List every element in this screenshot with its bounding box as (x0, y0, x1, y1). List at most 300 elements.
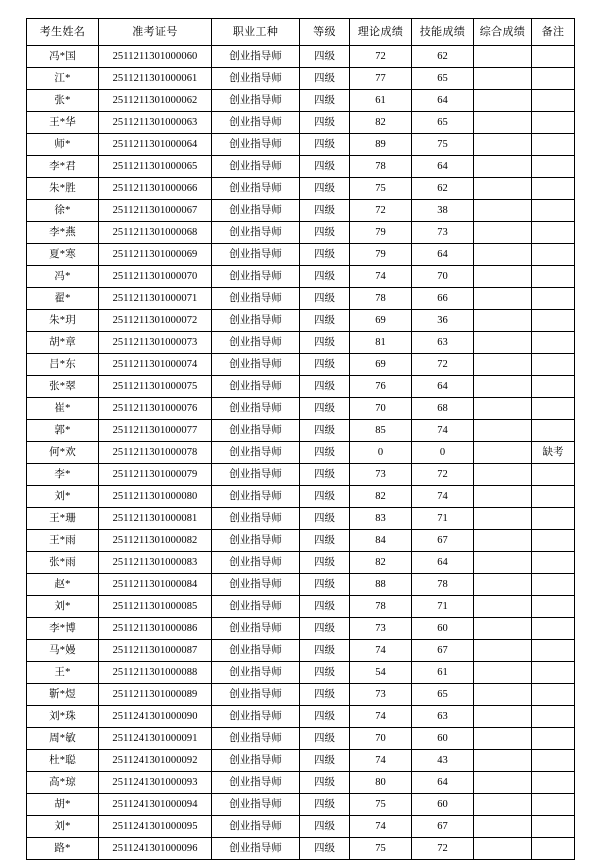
cell-total (474, 574, 532, 596)
cell-total (474, 398, 532, 420)
cell-level: 四级 (300, 772, 350, 794)
cell-name: 冯*国 (27, 46, 99, 68)
cell-id: 2511211301000067 (99, 200, 212, 222)
cell-note (532, 838, 575, 860)
cell-level: 四级 (300, 178, 350, 200)
cell-skill: 67 (412, 816, 474, 838)
cell-note (532, 354, 575, 376)
cell-note (532, 310, 575, 332)
cell-job: 创业指导师 (212, 134, 300, 156)
cell-name: 朱*胜 (27, 178, 99, 200)
cell-level: 四级 (300, 90, 350, 112)
cell-name: 江* (27, 68, 99, 90)
cell-theory: 73 (350, 618, 412, 640)
cell-id: 2511241301000091 (99, 728, 212, 750)
cell-total (474, 486, 532, 508)
cell-note (532, 794, 575, 816)
cell-theory: 74 (350, 750, 412, 772)
cell-name: 张*雨 (27, 552, 99, 574)
cell-skill: 64 (412, 90, 474, 112)
cell-job: 创业指导师 (212, 662, 300, 684)
cell-theory: 85 (350, 420, 412, 442)
table-row (27, 310, 575, 332)
cell-skill: 60 (412, 794, 474, 816)
table-row (27, 398, 575, 420)
cell-level: 四级 (300, 354, 350, 376)
cell-skill: 68 (412, 398, 474, 420)
column-header-level: 等级 (300, 19, 350, 46)
cell-note (532, 772, 575, 794)
cell-note (532, 486, 575, 508)
cell-theory: 82 (350, 552, 412, 574)
cell-name: 崔* (27, 398, 99, 420)
cell-level: 四级 (300, 750, 350, 772)
cell-total (474, 46, 532, 68)
table-row (27, 574, 575, 596)
cell-theory: 61 (350, 90, 412, 112)
cell-theory: 78 (350, 156, 412, 178)
cell-name: 李* (27, 464, 99, 486)
cell-job: 创业指导师 (212, 838, 300, 860)
cell-job: 创业指导师 (212, 376, 300, 398)
cell-theory: 73 (350, 464, 412, 486)
cell-id: 2511211301000062 (99, 90, 212, 112)
cell-total (474, 156, 532, 178)
table-row (27, 442, 575, 464)
cell-job: 创业指导师 (212, 508, 300, 530)
cell-job: 创业指导师 (212, 156, 300, 178)
cell-theory: 69 (350, 310, 412, 332)
cell-level: 四级 (300, 464, 350, 486)
cell-note (532, 706, 575, 728)
column-header-total: 综合成绩 (474, 19, 532, 46)
cell-level: 四级 (300, 816, 350, 838)
cell-skill: 36 (412, 310, 474, 332)
cell-note (532, 178, 575, 200)
cell-total (474, 266, 532, 288)
cell-id: 2511211301000087 (99, 640, 212, 662)
cell-total (474, 728, 532, 750)
cell-job: 创业指导师 (212, 222, 300, 244)
cell-job: 创业指导师 (212, 684, 300, 706)
cell-level: 四级 (300, 662, 350, 684)
cell-job: 创业指导师 (212, 332, 300, 354)
cell-note (532, 728, 575, 750)
cell-skill: 78 (412, 574, 474, 596)
cell-level: 四级 (300, 332, 350, 354)
cell-job: 创业指导师 (212, 486, 300, 508)
cell-id: 2511241301000093 (99, 772, 212, 794)
cell-name: 王*珊 (27, 508, 99, 530)
cell-skill: 64 (412, 552, 474, 574)
cell-skill: 72 (412, 354, 474, 376)
cell-id: 2511211301000063 (99, 112, 212, 134)
cell-job: 创业指导师 (212, 178, 300, 200)
cell-total (474, 244, 532, 266)
table-row (27, 816, 575, 838)
cell-total (474, 420, 532, 442)
cell-skill: 66 (412, 288, 474, 310)
cell-skill: 63 (412, 706, 474, 728)
cell-name: 刘*珠 (27, 706, 99, 728)
cell-total (474, 530, 532, 552)
cell-job: 创业指导师 (212, 354, 300, 376)
cell-job: 创业指导师 (212, 706, 300, 728)
cell-level: 四级 (300, 728, 350, 750)
cell-total (474, 684, 532, 706)
cell-id: 2511211301000075 (99, 376, 212, 398)
table-row (27, 618, 575, 640)
cell-level: 四级 (300, 134, 350, 156)
cell-name: 周*敏 (27, 728, 99, 750)
cell-id: 2511211301000077 (99, 420, 212, 442)
cell-level: 四级 (300, 288, 350, 310)
cell-skill: 62 (412, 46, 474, 68)
cell-name: 夏*寒 (27, 244, 99, 266)
cell-skill: 71 (412, 508, 474, 530)
cell-total (474, 816, 532, 838)
cell-total (474, 68, 532, 90)
table-body (27, 46, 575, 860)
cell-job: 创业指导师 (212, 464, 300, 486)
cell-job: 创业指导师 (212, 90, 300, 112)
cell-id: 2511241301000094 (99, 794, 212, 816)
cell-level: 四级 (300, 112, 350, 134)
cell-skill: 62 (412, 178, 474, 200)
table-row (27, 794, 575, 816)
column-header-skill: 技能成绩 (412, 19, 474, 46)
cell-theory: 75 (350, 794, 412, 816)
cell-name: 马*嫚 (27, 640, 99, 662)
cell-name: 高*琼 (27, 772, 99, 794)
cell-total (474, 662, 532, 684)
cell-total (474, 794, 532, 816)
column-header-job: 职业工种 (212, 19, 300, 46)
cell-theory: 79 (350, 222, 412, 244)
cell-total (474, 640, 532, 662)
cell-theory: 77 (350, 68, 412, 90)
cell-total (474, 354, 532, 376)
cell-id: 2511211301000086 (99, 618, 212, 640)
cell-level: 四级 (300, 244, 350, 266)
cell-total (474, 838, 532, 860)
table-row (27, 332, 575, 354)
table-row (27, 266, 575, 288)
cell-job: 创业指导师 (212, 200, 300, 222)
cell-total (474, 442, 532, 464)
cell-theory: 73 (350, 684, 412, 706)
cell-skill: 67 (412, 640, 474, 662)
cell-job: 创业指导师 (212, 794, 300, 816)
cell-theory: 82 (350, 486, 412, 508)
cell-name: 翟* (27, 288, 99, 310)
cell-theory: 54 (350, 662, 412, 684)
table-row (27, 728, 575, 750)
cell-note (532, 332, 575, 354)
cell-skill: 65 (412, 684, 474, 706)
cell-id: 2511211301000079 (99, 464, 212, 486)
cell-note (532, 46, 575, 68)
cell-level: 四级 (300, 574, 350, 596)
cell-level: 四级 (300, 794, 350, 816)
cell-level: 四级 (300, 310, 350, 332)
cell-level: 四级 (300, 376, 350, 398)
cell-note (532, 288, 575, 310)
cell-name: 何*欢 (27, 442, 99, 464)
cell-note (532, 112, 575, 134)
cell-skill: 75 (412, 134, 474, 156)
cell-note (532, 90, 575, 112)
cell-theory: 82 (350, 112, 412, 134)
cell-theory: 81 (350, 332, 412, 354)
cell-name: 刘* (27, 596, 99, 618)
table-row (27, 662, 575, 684)
cell-name: 路* (27, 838, 99, 860)
cell-total (474, 508, 532, 530)
cell-job: 创业指导师 (212, 552, 300, 574)
table-row (27, 200, 575, 222)
cell-skill: 43 (412, 750, 474, 772)
cell-name: 王*华 (27, 112, 99, 134)
cell-job: 创业指导师 (212, 596, 300, 618)
cell-name: 张* (27, 90, 99, 112)
cell-total (474, 750, 532, 772)
cell-skill: 38 (412, 200, 474, 222)
cell-id: 2511241301000092 (99, 750, 212, 772)
cell-name: 杜*聪 (27, 750, 99, 772)
cell-total (474, 310, 532, 332)
cell-theory: 0 (350, 442, 412, 464)
table-row (27, 486, 575, 508)
cell-id: 2511211301000070 (99, 266, 212, 288)
cell-id: 2511211301000074 (99, 354, 212, 376)
cell-name: 吕*东 (27, 354, 99, 376)
cell-skill: 71 (412, 596, 474, 618)
table-row (27, 684, 575, 706)
cell-total (474, 618, 532, 640)
cell-theory: 79 (350, 244, 412, 266)
table-row (27, 640, 575, 662)
table-row (27, 134, 575, 156)
cell-skill: 0 (412, 442, 474, 464)
cell-theory: 70 (350, 398, 412, 420)
cell-level: 四级 (300, 156, 350, 178)
cell-theory: 72 (350, 200, 412, 222)
cell-note (532, 750, 575, 772)
cell-note: 缺考 (532, 442, 575, 464)
cell-theory: 74 (350, 266, 412, 288)
cell-theory: 75 (350, 838, 412, 860)
cell-skill: 65 (412, 112, 474, 134)
table-row (27, 464, 575, 486)
cell-level: 四级 (300, 640, 350, 662)
table-row (27, 552, 575, 574)
cell-job: 创业指导师 (212, 750, 300, 772)
cell-skill: 60 (412, 728, 474, 750)
table-row (27, 288, 575, 310)
cell-id: 2511211301000068 (99, 222, 212, 244)
cell-id: 2511211301000089 (99, 684, 212, 706)
cell-skill: 65 (412, 68, 474, 90)
cell-job: 创业指导师 (212, 266, 300, 288)
cell-name: 李*博 (27, 618, 99, 640)
table-row (27, 354, 575, 376)
cell-id: 2511211301000081 (99, 508, 212, 530)
cell-note (532, 464, 575, 486)
cell-level: 四级 (300, 684, 350, 706)
cell-id: 2511211301000065 (99, 156, 212, 178)
table-row (27, 68, 575, 90)
cell-job: 创业指导师 (212, 728, 300, 750)
cell-id: 2511211301000080 (99, 486, 212, 508)
cell-skill: 72 (412, 838, 474, 860)
table-row (27, 530, 575, 552)
cell-note (532, 156, 575, 178)
cell-theory: 84 (350, 530, 412, 552)
cell-note (532, 552, 575, 574)
cell-id: 2511211301000084 (99, 574, 212, 596)
cell-level: 四级 (300, 398, 350, 420)
cell-note (532, 134, 575, 156)
cell-id: 2511211301000066 (99, 178, 212, 200)
cell-job: 创业指导师 (212, 112, 300, 134)
cell-theory: 74 (350, 640, 412, 662)
cell-skill: 67 (412, 530, 474, 552)
cell-total (474, 376, 532, 398)
cell-job: 创业指导师 (212, 574, 300, 596)
cell-total (474, 552, 532, 574)
cell-id: 2511211301000060 (99, 46, 212, 68)
cell-theory: 75 (350, 178, 412, 200)
column-header-id: 准考证号 (99, 19, 212, 46)
cell-note (532, 376, 575, 398)
cell-skill: 70 (412, 266, 474, 288)
cell-level: 四级 (300, 706, 350, 728)
cell-note (532, 200, 575, 222)
cell-level: 四级 (300, 618, 350, 640)
cell-id: 2511211301000085 (99, 596, 212, 618)
cell-total (474, 222, 532, 244)
table-row (27, 750, 575, 772)
cell-level: 四级 (300, 68, 350, 90)
table-row (27, 112, 575, 134)
cell-theory: 80 (350, 772, 412, 794)
cell-skill: 60 (412, 618, 474, 640)
cell-job: 创业指导师 (212, 420, 300, 442)
cell-name: 李*君 (27, 156, 99, 178)
cell-theory: 76 (350, 376, 412, 398)
cell-level: 四级 (300, 200, 350, 222)
cell-name: 胡*章 (27, 332, 99, 354)
cell-job: 创业指导师 (212, 442, 300, 464)
table-row (27, 222, 575, 244)
table-row (27, 508, 575, 530)
cell-name: 张*翠 (27, 376, 99, 398)
cell-id: 2511211301000078 (99, 442, 212, 464)
cell-level: 四级 (300, 266, 350, 288)
cell-job: 创业指导师 (212, 530, 300, 552)
cell-id: 2511211301000072 (99, 310, 212, 332)
cell-job: 创业指导师 (212, 618, 300, 640)
table-row (27, 838, 575, 860)
cell-level: 四级 (300, 442, 350, 464)
cell-name: 徐* (27, 200, 99, 222)
cell-level: 四级 (300, 552, 350, 574)
cell-theory: 78 (350, 596, 412, 618)
cell-theory: 74 (350, 816, 412, 838)
cell-skill: 64 (412, 772, 474, 794)
table-row (27, 376, 575, 398)
cell-note (532, 596, 575, 618)
exam-results-table (26, 18, 575, 860)
cell-skill: 74 (412, 486, 474, 508)
cell-level: 四级 (300, 838, 350, 860)
cell-skill: 64 (412, 244, 474, 266)
cell-job: 创业指导师 (212, 288, 300, 310)
cell-id: 2511211301000073 (99, 332, 212, 354)
cell-note (532, 618, 575, 640)
cell-note (532, 68, 575, 90)
cell-job: 创业指导师 (212, 640, 300, 662)
cell-theory: 83 (350, 508, 412, 530)
cell-level: 四级 (300, 508, 350, 530)
cell-skill: 72 (412, 464, 474, 486)
cell-id: 2511211301000061 (99, 68, 212, 90)
table-row (27, 596, 575, 618)
cell-skill: 64 (412, 156, 474, 178)
cell-skill: 61 (412, 662, 474, 684)
table-row (27, 706, 575, 728)
cell-level: 四级 (300, 486, 350, 508)
cell-job: 创业指导师 (212, 46, 300, 68)
cell-total (474, 200, 532, 222)
cell-skill: 63 (412, 332, 474, 354)
cell-total (474, 134, 532, 156)
cell-id: 2511241301000090 (99, 706, 212, 728)
cell-id: 2511211301000088 (99, 662, 212, 684)
cell-note (532, 574, 575, 596)
cell-note (532, 420, 575, 442)
cell-total (474, 596, 532, 618)
cell-name: 刘* (27, 486, 99, 508)
cell-total (474, 332, 532, 354)
cell-name: 王*雨 (27, 530, 99, 552)
cell-job: 创业指导师 (212, 398, 300, 420)
cell-level: 四级 (300, 222, 350, 244)
table-row (27, 420, 575, 442)
table-header (27, 19, 575, 46)
column-header-name: 考生姓名 (27, 19, 99, 46)
cell-id: 2511241301000095 (99, 816, 212, 838)
cell-note (532, 508, 575, 530)
cell-name: 李*燕 (27, 222, 99, 244)
cell-name: 冯* (27, 266, 99, 288)
cell-job: 创业指导师 (212, 816, 300, 838)
cell-id: 2511211301000076 (99, 398, 212, 420)
cell-name: 王* (27, 662, 99, 684)
cell-level: 四级 (300, 530, 350, 552)
cell-theory: 72 (350, 46, 412, 68)
cell-note (532, 398, 575, 420)
cell-id: 2511211301000069 (99, 244, 212, 266)
cell-name: 靳*煜 (27, 684, 99, 706)
cell-total (474, 178, 532, 200)
cell-level: 四级 (300, 420, 350, 442)
column-header-note: 备注 (532, 19, 575, 46)
cell-id: 2511211301000082 (99, 530, 212, 552)
column-header-theory: 理论成绩 (350, 19, 412, 46)
cell-total (474, 112, 532, 134)
